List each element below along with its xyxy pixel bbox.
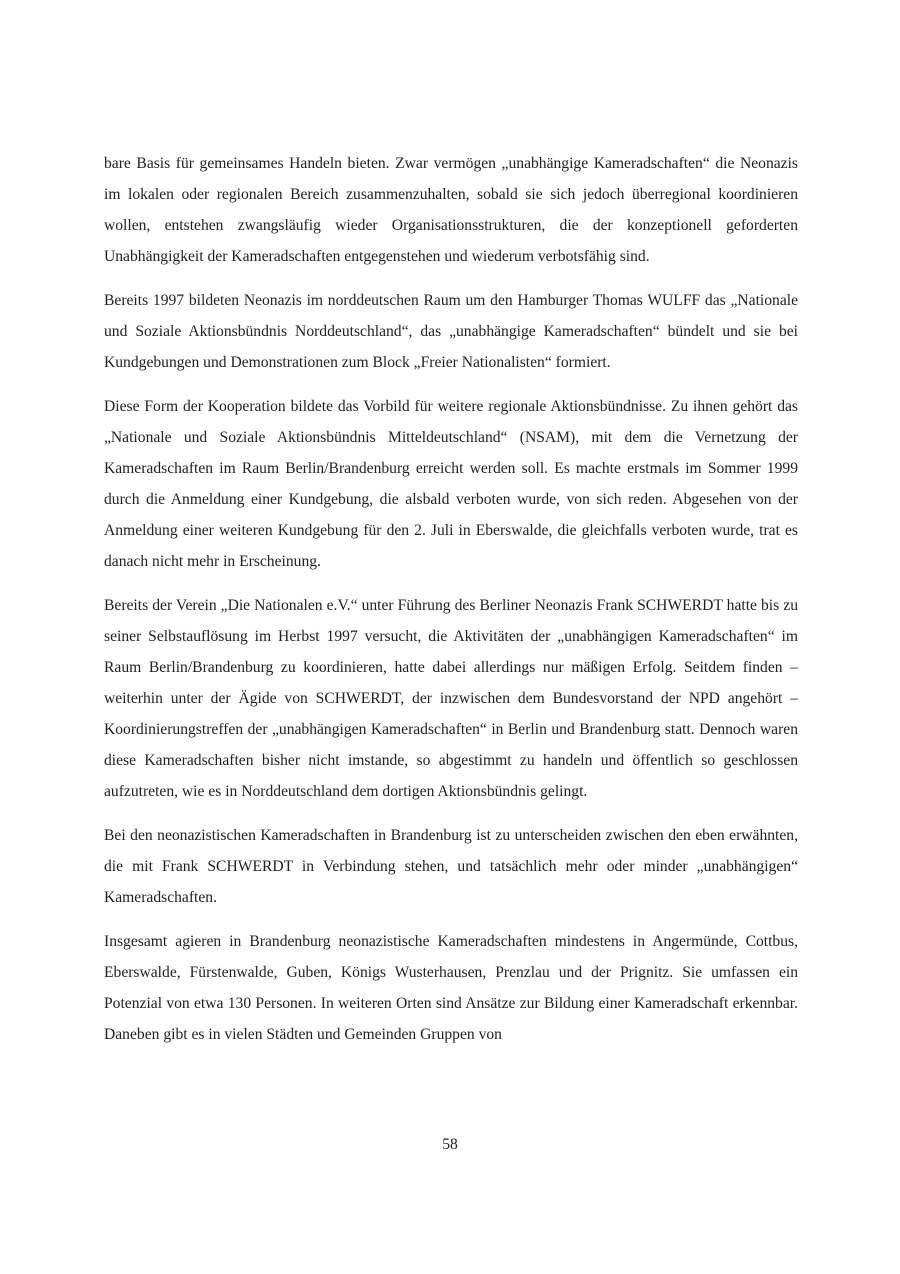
body-text	[104, 148, 798, 1063]
page-number: 58	[442, 1136, 458, 1153]
paragraph-6: Insgesamt agieren in Brandenburg neonazistische Kameradschaften mindestens in Angermünde, Cottbus, Eberswalde, Fürstenwalde, Guben, Königs Wusterhausen, Prenzlau und der Prignitz. Sie umfassen ein Potenzial von etwa 130 Personen. In weiteren Orten sind Ansätze zur Bildung einer Kameradschaft erkennbar. Daneben gibt es in vielen Städten und Gemeinden Gruppen von	[104, 933, 798, 1043]
paragraph-1: bare Basis für gemeinsames Handeln bieten. Zwar vermögen „unabhängige Kameradschaften“ die Neonazis im lokalen oder regionalen Bereich zusammenzuhalten, sobald sie sich jedoch überregional koordinieren wollen, entstehen zwangsläufig wieder Organisationsstrukturen, die der konzeptionell geforderten Unabhängigkeit der Kameradschaften entgegenstehen und wiederum verbotsfähig sind.	[104, 155, 798, 265]
paragraph-4: Bereits der Verein „Die Nationalen e.V.“ unter Führung des Berliner Neonazis Frank SCHWERDT hatte bis zu seiner Selbstauflösung im Herbst 1997 versucht, die Aktivitäten der „unabhängigen Kameradschaften“ im Raum Berlin/Brandenburg zu koordinieren, hatte dabei allerdings nur mäßigen Erfolg. Seitdem finden – weiterhin unter der Ägide von SCHWERDT, der inzwischen dem Bundesvorstand der NPD angehört – Koordinierungstreffen der „unabhängigen Kameradschaften“ in Berlin und Brandenburg statt. Dennoch waren diese Kameradschaften bisher nicht imstande, so abgestimmt zu handeln und öffentlich so geschlossen aufzutreten, wie es in Norddeutschland dem dortigen Aktionsbündnis gelingt.	[104, 597, 798, 800]
paragraph-2: Bereits 1997 bildeten Neonazis im norddeutschen Raum um den Hamburger Thomas WULFF das „Nationale und Soziale Aktionsbündnis Norddeutschland“, das „unabhängige Kameradschaften“ bündelt und sie bei Kundgebungen und Demonstrationen zum Block „Freier Nationalisten“ formiert.	[104, 292, 798, 371]
paragraph-5: Bei den neonazistischen Kameradschaften in Brandenburg ist zu unterscheiden zwischen den eben erwähnten, die mit Frank SCHWERDT in Verbindung stehen, und tatsächlich mehr oder minder „unabhängigen“ Kameradschaften.	[104, 827, 798, 906]
paragraph-3: Diese Form der Kooperation bildete das Vorbild für weitere regionale Aktionsbündnisse. Zu ihnen gehört das „Nationale und Soziale Aktionsbündnis Mitteldeutschland“ (NSAM), mit dem die Vernetzung der Kameradschaften im Raum Berlin/Brandenburg erreicht werden soll. Es machte erstmals im Sommer 1999 durch die Anmeldung einer Kundgebung, die alsbald verboten wurde, von sich reden. Abgesehen von der Anmeldung einer weiteren Kundgebung für den 2. Juli in Eberswalde, die gleichfalls verboten wurde, trat es danach nicht mehr in Erscheinung.	[104, 398, 798, 570]
